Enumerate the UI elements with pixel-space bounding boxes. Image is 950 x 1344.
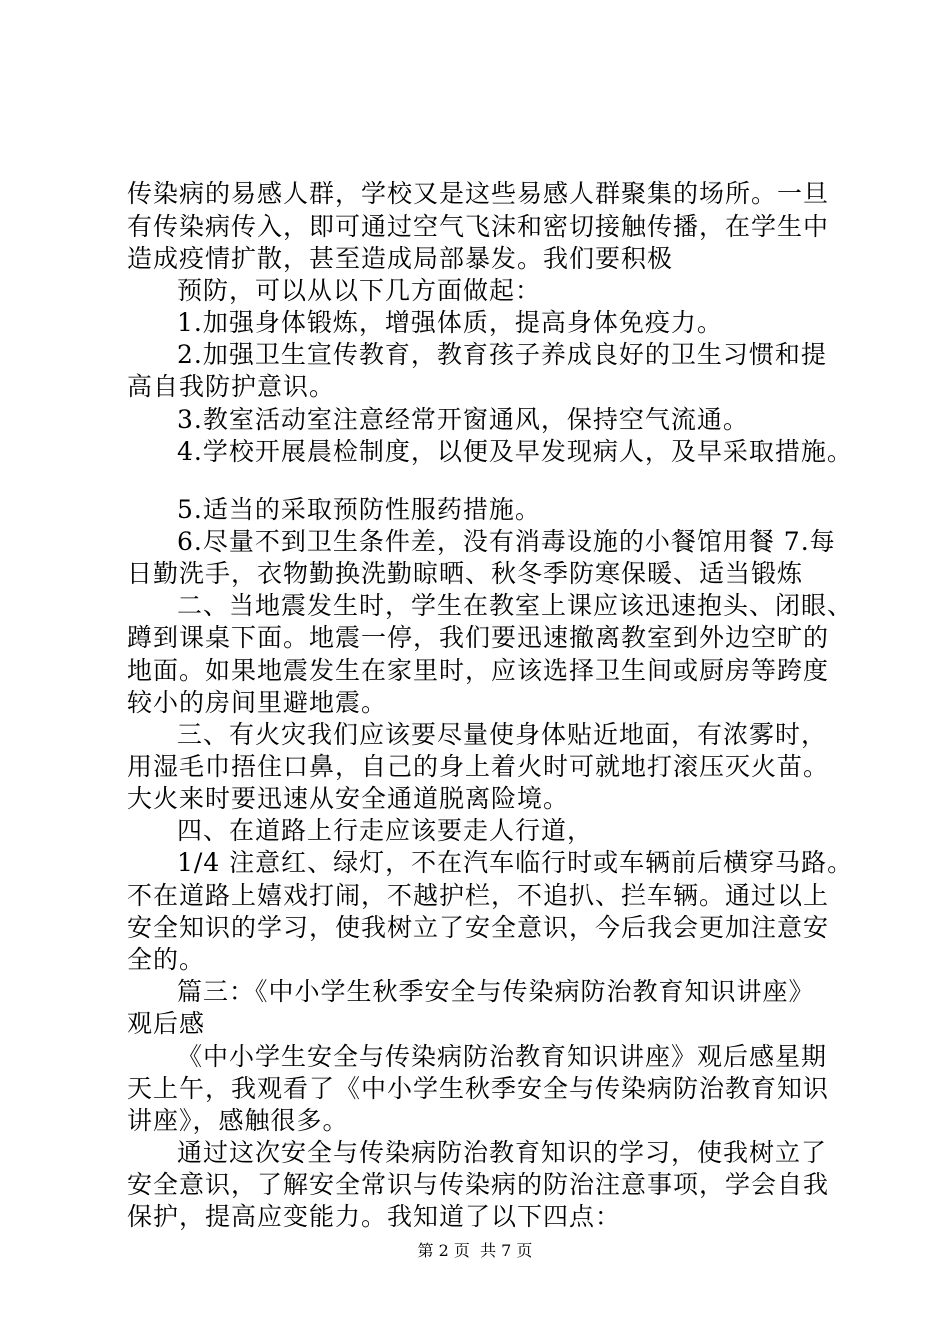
body-text-line: 1/4 注意红、绿灯，不在汽车临行时或车辆前后横穿马路。 [177, 848, 854, 877]
body-text-line: 不在道路上嬉戏打闹，不越护栏，不追扒、拦车辆。通过以上 [127, 881, 830, 910]
list-item-text: 6.尽量不到卫生条件差，没有消毒设施的小餐馆用餐 7.每 [177, 527, 836, 556]
body-text-line: 预防，可以从以下几方面做起： [177, 276, 542, 305]
body-text-line: 有传染病传入，即可通过空气飞沫和密切接触传播，在学生中 [127, 212, 830, 241]
list-item-text: 1.加强身体锻炼，增强体质，提高身体免疫力。 [177, 308, 723, 337]
page-number-footer: 第 2 页 共 7 页 [417, 1241, 533, 1260]
list-item-text: 4.学校开展晨检制度，以便及早发现病人，及早采取措施。 [177, 437, 853, 466]
body-text-line: 安全意识，了解安全常识与传染病的防治注意事项，学会自我 [127, 1170, 830, 1199]
body-text-line: 天上午，我观看了《中小学生秋季安全与传染病防治教育知识 [127, 1074, 830, 1103]
body-text-line: 通过这次安全与传染病防治教育知识的学习，使我树立了 [177, 1138, 828, 1167]
list-item-text: 2.加强卫生宣传教育，教育孩子养成良好的卫生习惯和提 [177, 340, 827, 369]
body-text-line: 讲座》，感触很多。 [127, 1106, 349, 1135]
list-item-text: 5.适当的采取预防性服药措施。 [177, 495, 541, 524]
body-text-line: 造成疫情扩散，甚至造成局部暴发。我们要积极 [127, 244, 674, 273]
body-text-line: 安全知识的学习，使我树立了安全意识，今后我会更加注意安 [127, 913, 830, 942]
body-text-line: 二、当地震发生时，学生在教室上课应该迅速抱头、闭眼、 [177, 591, 854, 620]
body-text-line: 高自我防护意识。 [127, 372, 336, 401]
body-text-line: 蹲到课桌下面。地震一停，我们要迅速撤离教室到外边空旷的 [127, 623, 830, 652]
body-text-line: 较小的房间里避地震。 [127, 688, 388, 717]
body-text-line: 保护，提高应变能力。我知道了以下四点： [127, 1202, 622, 1231]
body-text-line: 全的。 [127, 945, 206, 974]
section-heading: 篇三：《中小学生秋季安全与传染病防治教育知识讲座》 [177, 977, 815, 1006]
section-heading: 观后感 [127, 1009, 206, 1038]
body-text-line: 用湿毛巾捂住口鼻，自己的身上着火时可就地打滚压灭火苗。 [127, 752, 830, 781]
body-text-line: 传染病的易感人群，学校又是这些易感人群聚集的场所。一旦 [127, 179, 830, 208]
body-text-line: 大火来时要迅速从安全通道脱离险境。 [127, 784, 570, 813]
body-text-line: 《中小学生安全与传染病防治教育知识讲座》观后感星期 [177, 1042, 828, 1071]
body-text-line: 三、有火灾我们应该要尽量使身体贴近地面，有浓雾时， [177, 720, 828, 749]
body-text-line: 日勤洗手，衣物勤换洗勤晾晒、秋冬季防寒保暖、适当锻炼 [127, 559, 804, 588]
body-text-line: 地面。如果地震发生在家里时，应该选择卫生间或厨房等跨度 [127, 656, 830, 685]
body-text-line: 四、在道路上行走应该要走人行道， [177, 816, 594, 845]
list-item-text: 3.教室活动室注意经常开窗通风，保持空气流通。 [177, 405, 749, 434]
